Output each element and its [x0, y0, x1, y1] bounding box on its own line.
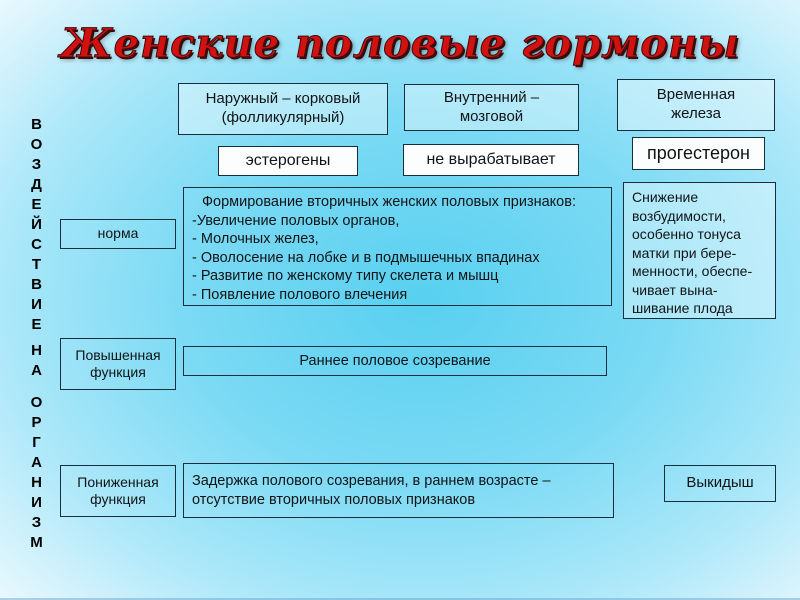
hormone-progesterone-label: прогестерон: [647, 143, 750, 164]
effect-decreased-line: отсутствие вторичных половых признаков: [192, 491, 476, 508]
effect-progesterone-norm-line: возбудимости,: [632, 207, 726, 224]
hormone-estrogens-label: эстерогены: [245, 152, 331, 169]
hormone-none-box: [403, 144, 579, 176]
effect-miscarriage-box: [664, 465, 776, 502]
page-title: Женские половые гормоны: [60, 20, 740, 67]
row-label-increased-text: Повышенная функция: [75, 346, 161, 380]
effect-progesterone-norm-line: чивает вына-: [632, 281, 718, 298]
row-label-decreased-function: [60, 465, 176, 517]
row-label-norm: [60, 219, 176, 249]
hormone-progesterone-box: [632, 137, 765, 170]
effect-increased-box: [183, 346, 607, 376]
vertical-label-na: НА: [28, 342, 45, 382]
effect-estrogen-norm-heading: Формирование вторичных женских половых признаков:: [202, 194, 576, 210]
effect-progesterone-norm-line: матки при бере-: [632, 244, 737, 261]
effect-decreased-line: Задержка полового созревания, в раннем возрасте –: [192, 473, 551, 489]
effect-estrogen-norm-item: - Появление полового влечения: [192, 286, 408, 303]
vertical-label-vozdeystvie: ВОЗДЕЙСТВИЕ: [28, 116, 45, 336]
gland-header-outer-label: Наружный – корковый (фолликулярный): [205, 90, 361, 126]
effect-increased-text: Раннее половое созревание: [299, 352, 491, 369]
hormone-estrogens-box: [218, 146, 358, 176]
effect-progesterone-norm-line: шивание плода: [632, 300, 733, 316]
effect-progesterone-norm-line: Снижение: [632, 189, 699, 205]
gland-header-inner-medullary: [404, 84, 579, 131]
effect-progesterone-norm-box: [623, 182, 776, 319]
row-label-norm-text: норма: [97, 225, 139, 242]
effect-estrogen-norm-box: [183, 187, 612, 306]
row-label-decreased-text: Пониженная функция: [77, 473, 159, 507]
effect-estrogen-norm-item: - Молочных желез,: [192, 231, 319, 247]
hormone-none-label: не вырабатывает: [426, 151, 556, 168]
gland-header-temporary: [617, 79, 775, 131]
gland-header-inner-label: Внутренний – мозговой: [443, 88, 540, 125]
effect-decreased-box: [183, 463, 614, 518]
row-label-increased-function: [60, 338, 176, 390]
vertical-label-organizm: ОРГАНИЗМ: [28, 394, 45, 554]
effect-estrogen-norm-item: - Оволосение на лобке и в подмышечных впадинах: [192, 249, 540, 266]
effect-estrogen-norm-item: -Увеличение половых органов,: [192, 212, 400, 229]
effect-progesterone-norm-line: особенно тонуса: [632, 226, 741, 242]
effect-estrogen-norm-item: - Развитие по женскому типу скелета и мышц: [192, 268, 499, 284]
effect-progesterone-norm-line: менности, обеспе-: [632, 263, 753, 279]
gland-header-outer-cortical: [178, 83, 388, 135]
effect-miscarriage-text: Выкидыш: [686, 474, 754, 492]
gland-header-temporary-label: Временная железа: [656, 86, 736, 122]
